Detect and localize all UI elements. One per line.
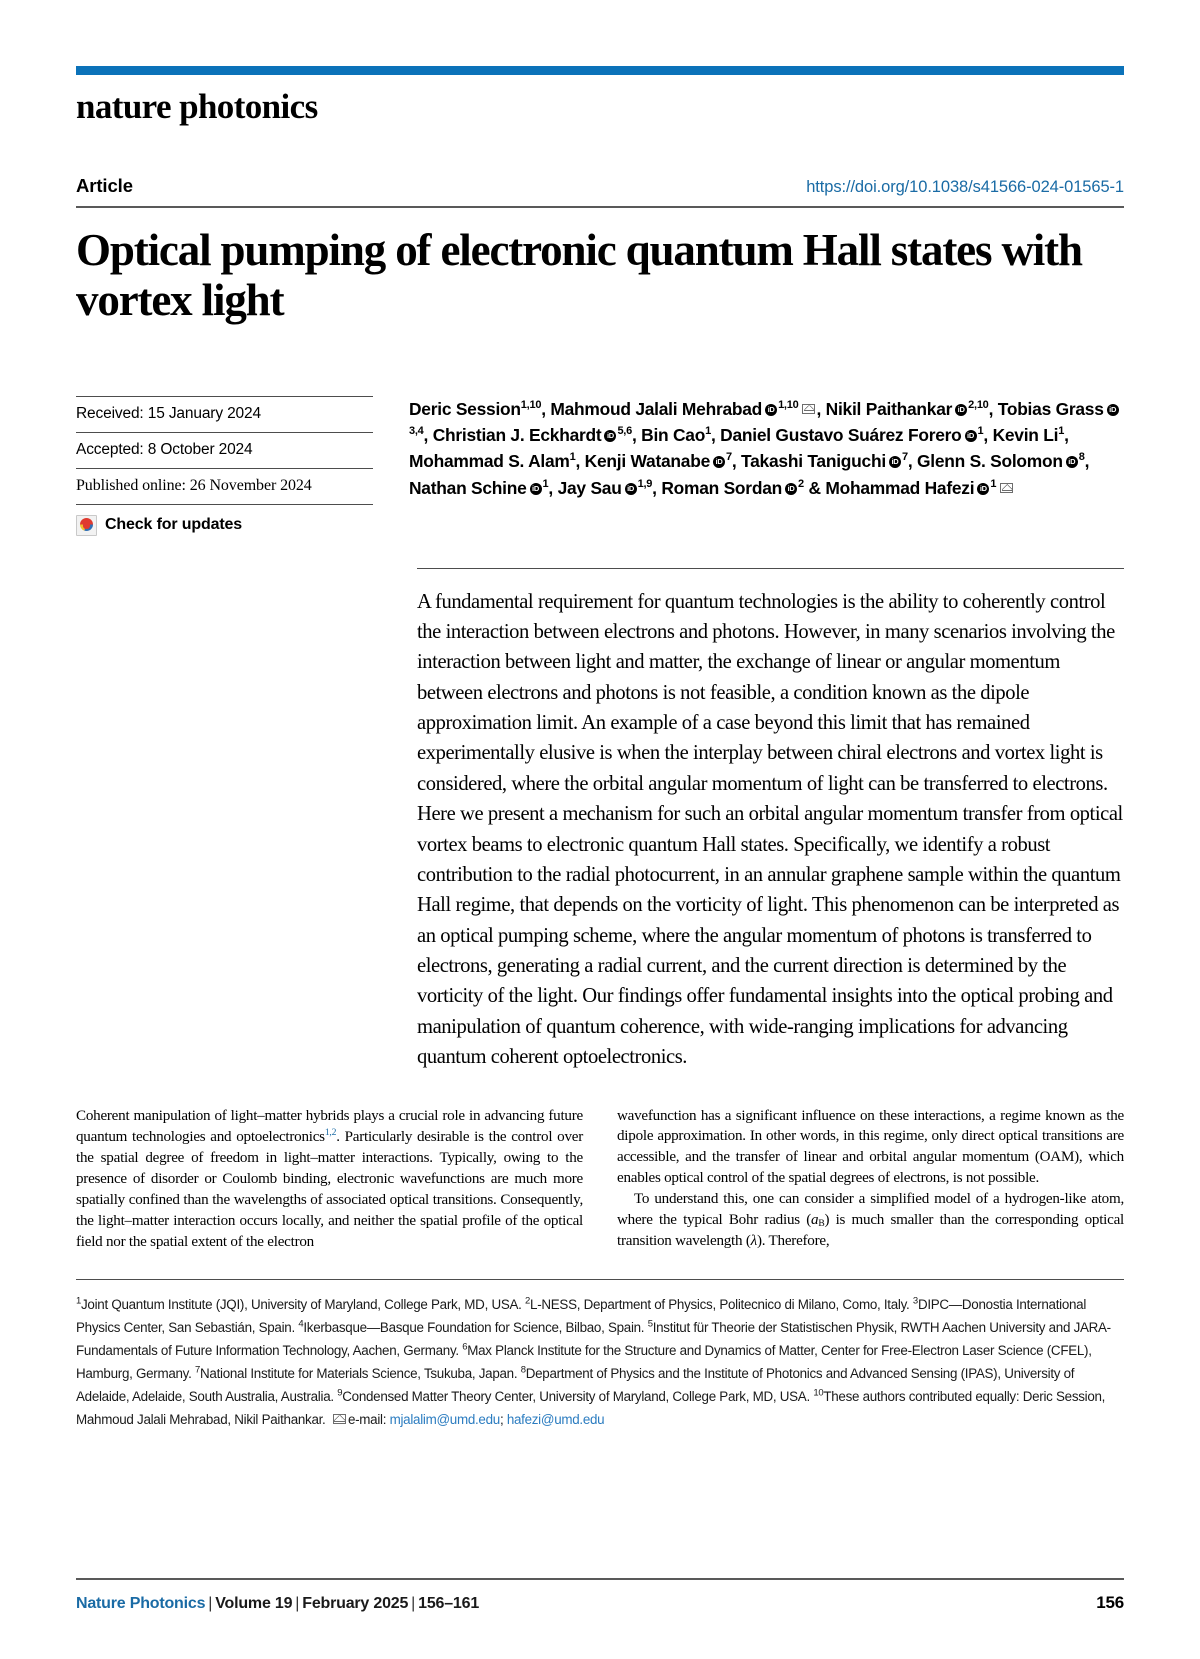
- affiliation: Joint Quantum Institute (JQI), University of Maryland, College Park, MD, USA.: [81, 1296, 526, 1312]
- author-name[interactable]: Nikil Paithankar: [825, 398, 953, 419]
- paragraph: [76, 1106, 583, 1253]
- affiliation: Institut für Theorie der Statistischen Physik, RWTH Aachen University and JARA-Fundamentals of Future Information Technology, Aachen, Germany.: [76, 1319, 1111, 1358]
- body-text: Coherent manipulation of light–matter hybrids plays a crucial role in advancing future quantum technologies and optoelectronics: [76, 1107, 583, 1146]
- abstract-gutter: [76, 568, 409, 1073]
- author-affil-sup: 1: [977, 425, 984, 438]
- affil-marker: 10: [813, 1387, 824, 1399]
- paragraph: [617, 1189, 1124, 1252]
- abstract-section: [76, 568, 1124, 1073]
- article-type-label: Article: [76, 174, 133, 196]
- math-italic: a: [811, 1211, 819, 1228]
- email-icon[interactable]: [802, 404, 815, 414]
- affiliation: Ikerbasque—Basque Foundation for Science, Bilbao, Spain.: [303, 1319, 648, 1335]
- author-name[interactable]: Bin Cao: [641, 424, 706, 445]
- author-affil-sup: 1: [1058, 425, 1065, 438]
- corresponding-email-link-2[interactable]: hafezi@umd.edu: [506, 1412, 605, 1428]
- footer-citation-line: [76, 1595, 479, 1613]
- footer-separator: |: [295, 1595, 300, 1612]
- author-name[interactable]: Roman Sordan: [661, 477, 782, 498]
- article-header-row: [76, 175, 1124, 208]
- author-affil-sup: 1,10: [520, 398, 542, 411]
- footer-journal-name[interactable]: Nature Photonics: [76, 1595, 206, 1612]
- author-affil-sup: 5,6: [617, 425, 632, 438]
- body-text: . Particularly desirable is the control over the spatial degree of freedom in light–matter interactions. Typically, owing to the presence of disorder or Coulomb binding, electronic wavefunctions are much more spatially confined than the wavelengths of associated optical transitions. Consequently, the light–matter interaction occurs locally, and neither the spatial profile of the optical field nor the spatial extent of the electron: [76, 1129, 583, 1250]
- body-text: ) is much smaller than the corresponding optical transition wavelength (: [617, 1211, 1124, 1250]
- orcid-icon[interactable]: [625, 483, 637, 495]
- math-italic: λ: [750, 1233, 757, 1250]
- orcid-icon[interactable]: [785, 483, 797, 495]
- footer-page-range: 156–161: [418, 1595, 480, 1612]
- affil-marker: 9: [337, 1387, 343, 1399]
- author-name[interactable]: Glenn S. Solomon: [916, 451, 1063, 472]
- author-name[interactable]: Mohammad Hafezi: [825, 477, 975, 498]
- crossmark-icon: [76, 515, 97, 536]
- author-name[interactable]: Christian J. Eckhardt: [432, 424, 602, 445]
- author-affil-sup: 1,10: [778, 398, 799, 411]
- footer-separator: |: [411, 1595, 416, 1612]
- author-affil-sup: 7: [726, 451, 732, 464]
- author-name[interactable]: Takashi Taniguchi: [741, 451, 886, 472]
- author-affil-sup: 2: [798, 478, 804, 491]
- author-name[interactable]: Nathan Schine: [409, 477, 527, 498]
- orcid-icon[interactable]: [889, 456, 901, 468]
- email-icon[interactable]: [1000, 483, 1013, 493]
- author-name[interactable]: Mahmoud Jalali Mehrabad: [550, 398, 763, 419]
- affiliation: Condensed Matter Theory Center, University of Maryland, College Park, MD, USA.: [342, 1388, 814, 1404]
- author-name[interactable]: Mohammad S. Alam: [409, 451, 570, 472]
- author-name[interactable]: Kevin Li: [992, 424, 1059, 445]
- email-label: e-mail:: [347, 1412, 390, 1428]
- author-affil-sup: 8: [1078, 451, 1085, 464]
- affiliation: L-NESS, Department of Physics, Politecnico di Milano, Como, Italy.: [530, 1296, 913, 1312]
- affil-marker: 6: [462, 1341, 468, 1353]
- paragraph: wavefunction has a significant influence on these interactions, a regime known as the dipole approximation. In other words, in this regime, only direct optical transitions are accessible, and the transfer of linear and orbital angular momentum (OAM), which enables optical control of the spatial degrees of electrons, is not possible.: [617, 1107, 1124, 1187]
- author-list: [401, 396, 1124, 502]
- journal-accent-bar: [76, 66, 1124, 75]
- orcid-icon[interactable]: [1066, 456, 1078, 468]
- affiliations-block: [76, 1279, 1124, 1431]
- author-name[interactable]: Daniel Gustavo Suárez Forero: [720, 424, 962, 445]
- affil-marker: 5: [647, 1318, 653, 1330]
- affil-marker: 8: [520, 1364, 526, 1376]
- body-text: To understand this, one can consider a simplified model of a hydrogen-like atom, where the typical Bohr radius (: [617, 1191, 1124, 1228]
- author-names: Deric Session$^{1,10}$, Mahmoud Jalali Mehrabad iD $^{1,10}$ , Nikil Paithankar iD $^{2,10}$, Tobias GrassiD$^{3,4}$, Christian J. Eckhardt iD $^{5,6}$, Bin Cao$^1$, Daniel Gustavo Suárez Forero iD $^1$, Kevin Li$^1$, Mohammad S. Alam$^1$, Kenji Watanabe iD $^7$, Takashi Taniguchi iD $^7$, Glenn S. Solomon iD $^8$, Nathan Schine iD $^1$, Jay Sau iD $^{1,9}$, Roman Sordan iD $^2$ & Mohammad Hafezi iD $^1$: [409, 396, 1124, 502]
- affil-marker: 3: [912, 1295, 918, 1307]
- body-columns: [76, 1106, 1124, 1253]
- author-affil-sup: 7: [901, 451, 908, 464]
- email-icon: [333, 1414, 346, 1424]
- footer-separator: |: [208, 1595, 213, 1612]
- affil-marker: 4: [298, 1318, 304, 1330]
- affiliation: Department of Physics and the Institute of Photonics and Advanced Sensing (IPAS), University of Adelaide, Adelaide, South Australia, Australia.: [76, 1365, 1075, 1404]
- affil-marker: 7: [195, 1364, 201, 1376]
- doi-link[interactable]: https://doi.org/10.1038/s41566-024-01565-1: [806, 177, 1124, 196]
- body-text: ). Therefore,: [756, 1233, 830, 1250]
- accepted-date: Accepted: 8 October 2024: [76, 432, 373, 468]
- author-affil-sup: 1: [569, 451, 576, 464]
- received-date: Received: 15 January 2024: [76, 396, 373, 432]
- affiliation: Max Planck Institute for the Structure and Dynamics of Matter, Center for Free-Electron Laser Science (CFEL), Hamburg, Germany.: [76, 1342, 1092, 1381]
- corresponding-email-link-1[interactable]: mjalalim@umd.edu: [389, 1412, 500, 1428]
- check-for-updates-button[interactable]: [76, 504, 373, 536]
- body-column-left: [76, 1106, 583, 1253]
- author-affil-sup: 2,10: [968, 398, 989, 411]
- orcid-icon[interactable]: [955, 404, 967, 416]
- author-affil-sup: 1: [542, 478, 549, 491]
- orcid-icon[interactable]: [1107, 404, 1119, 416]
- affil-marker: 2: [525, 1295, 531, 1307]
- author-affil-sup: 3,4: [409, 425, 424, 438]
- footer-issue-date: February 2025: [302, 1595, 409, 1612]
- orcid-icon[interactable]: [965, 430, 977, 442]
- orcid-icon[interactable]: [530, 483, 542, 495]
- orcid-icon[interactable]: [604, 430, 616, 442]
- orcid-icon[interactable]: [713, 456, 725, 468]
- orcid-icon[interactable]: [765, 404, 777, 416]
- article-page: [0, 66, 1200, 1659]
- body-column-right: [617, 1106, 1124, 1253]
- email-separator: ;: [499, 1412, 507, 1428]
- author-name[interactable]: Tobias Grass: [997, 398, 1104, 419]
- citation-ref[interactable]: 1,2: [324, 1127, 337, 1139]
- footer-volume: Volume 19: [215, 1595, 293, 1612]
- author-name[interactable]: Jay Sau: [557, 477, 622, 498]
- published-online-date: Published online: 26 November 2024: [76, 468, 373, 504]
- author-affil-sup: 1: [990, 478, 997, 491]
- publication-dates-panel: [76, 396, 401, 536]
- affil-marker: 1: [76, 1295, 82, 1307]
- affiliation: DIPC—Donostia International Physics Center, San Sebastián, Spain.: [76, 1296, 1087, 1335]
- author-ampersand: &: [808, 477, 821, 498]
- check-for-updates-label: Check for updates: [105, 516, 243, 534]
- affiliation: National Institute for Materials Science, Tsukuba, Japan.: [200, 1365, 521, 1381]
- orcid-icon[interactable]: [977, 483, 989, 495]
- author-name[interactable]: Kenji Watanabe: [584, 451, 710, 472]
- equal-contribution-note: These authors contributed equally: Deric Session, Mahmoud Jalali Mehrabad, Nikil Paithankar.: [76, 1388, 1106, 1428]
- page-title: Optical pumping of electronic quantum Hall states with vortex light: [76, 224, 1082, 326]
- author-affil-sup: 1,9: [637, 478, 653, 491]
- abstract-text: A fundamental requirement for quantum technologies is the ability to coherently control the interaction between electrons and photons. However, in many scenarios involving the interaction between light and matter, the exchange of linear or angular momentum between electrons and photons is not feasible, a condition known as the dipole approximation limit. An example of a case beyond this limit that has remained experimentally elusive is when the interplay between chiral electrons and vortex light is considered, where the orbital angular momentum of light can be transferred to electrons. Here we present a mechanism for such an orbital angular momentum transfer from optical vortex beams to electronic quantum Hall states. Specifically, we identify a robust contribution to the radial photocurrent, in an annular graphene sample within the quantum Hall regime, that depends on the vorticity of light. This phenomenon can be interpreted as an optical pumping scheme, where the angular momentum of photons is transferred to electrons, generating a radial current, and the current direction is determined by the vorticity of the light. Our findings offer fundamental insights into the optical probing and manipulation of quantum coherence, with wide-ranging implications for advancing quantum coherent optoelectronics.: [417, 568, 1124, 1073]
- page-footer: [76, 1578, 1124, 1613]
- author-affil-sup: 1: [705, 425, 711, 438]
- metadata-and-authors: [76, 396, 1124, 536]
- journal-masthead: nature photonics: [76, 87, 318, 126]
- footer-page-number: 156: [1096, 1593, 1124, 1612]
- math-subscript: B: [818, 1218, 825, 1229]
- author-name[interactable]: Deric Session: [409, 398, 521, 419]
